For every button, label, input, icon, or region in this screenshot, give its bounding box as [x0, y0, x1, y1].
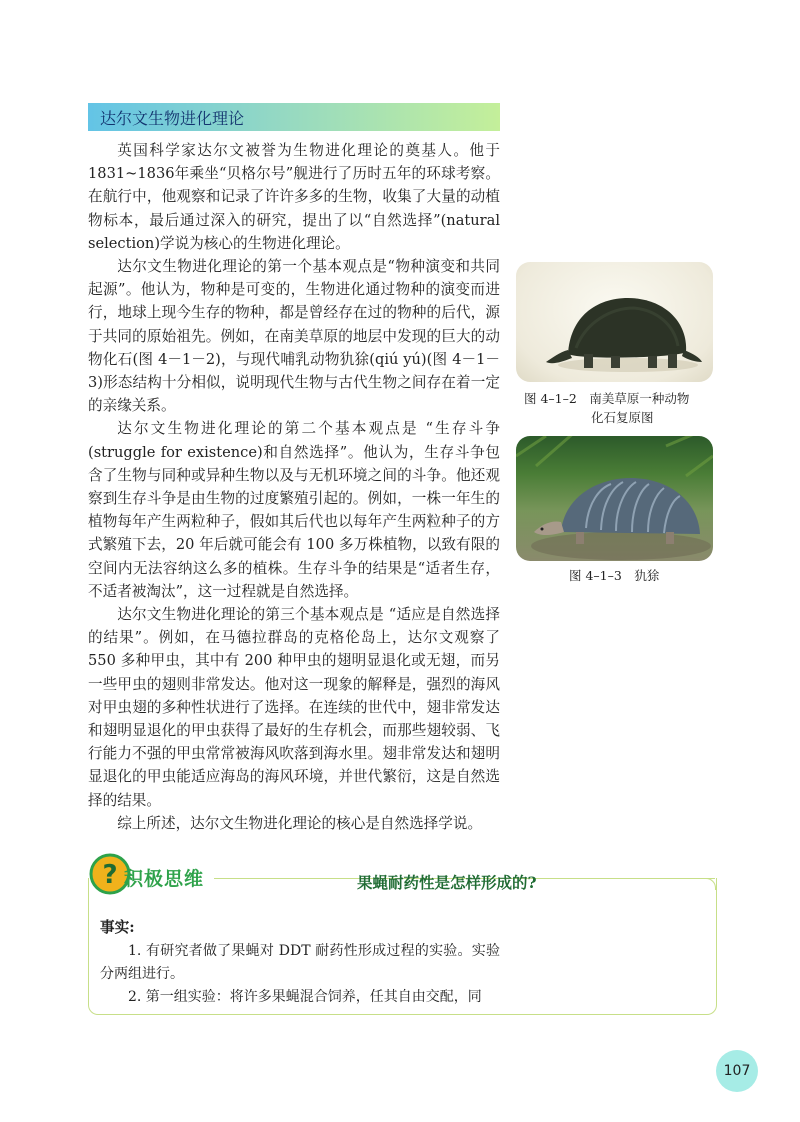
armadillo-illustration — [516, 436, 713, 561]
paragraph-intro: 英国科学家达尔文被誉为生物进化理论的奠基人。他于1831~1836年乘坐“贝格尔号”舰进行了历时五年的环球考察。在航行中，他观察和记录了许许多多的生物，收集了大量的动植物标本，最后通过深入的研究，提出了以“自然选择”(natural selection)学说为核心的生物进化理论。 — [88, 142, 500, 252]
armadillo-photo — [516, 436, 713, 561]
paragraph-summary: 综上所述，达尔文生物进化理论的核心是自然选择学说。 — [117, 814, 483, 832]
figure-4-1-2-caption: 图 4–1–2 南美草原一种动物 化石复原图 — [524, 391, 690, 425]
section-title: 达尔文生物进化理论 — [100, 109, 245, 128]
facts-list — [100, 940, 500, 1009]
fact-item: 1. 有研究者做了果蝇对 DDT 耐药性形成过程的实验。实验分两组进行。 — [100, 943, 500, 982]
thinking-box-question: 果蝇耐药性是怎样形成的? — [357, 873, 537, 892]
paragraph-viewpoint-2: 达尔文生物进化理论的第二个基本观点是 “生存斗争(struggle for existence)和自然选择”。他认为，生存斗争包含了生物与同种或异种生物以及与无机环境之间的斗争。他还观察到生存斗争是由生物的过度繁殖引起的。例如，一株一年生的植物每年产生两粒种子，假如其后代也以每年产生两粒种子的方式繁殖下去，20 年后就可能会有 100 多万株植物，以致有限的空间内无法容纳这么多的植株。生存斗争的结果是“适者生存，不适者被淘汰”，这一过程就是自然选择。 — [88, 420, 500, 600]
fossil-animal-illustration — [516, 262, 713, 382]
paragraph-viewpoint-3: 达尔文生物进化理论的第三个基本观点是 “适应是自然选择的结果”。例如，在马德拉群岛的克格伦岛上，达尔文观察了 550 多种甲虫，其中有 200 种甲虫的翅明显退化或无翅，而另一些甲虫的翅则非常发达。他对这一现象的解释是，强烈的海风对甲虫翅的多种性状进行了选择。在连续的世代中，翅非常发达和翅明显退化的甲虫获得了最好的生存机会，而那些翅较弱、飞行能力不强的甲虫常常被海风吹落到海水里。翅非常发达和翅明显退化的甲虫能适应海岛的海风环境，并世代繁衍，这是自然选择的结果。 — [88, 606, 500, 809]
section-header — [88, 103, 500, 131]
fossil-reconstruction-figure — [516, 262, 713, 382]
svg-text:?: ? — [102, 860, 118, 890]
thinking-box-badge: 积极思维 — [124, 868, 205, 890]
figure-4-1-3-caption: 图 4–1–3 犰狳 — [569, 568, 660, 583]
fact-item: 2. 第一组实验：将许多果蝇混合饲养，任其自由交配，同 — [128, 989, 482, 1005]
facts-label: 事实: — [100, 919, 135, 936]
paragraph-viewpoint-1: 达尔文生物进化理论的第一个基本观点是“物种演变和共同起源”。他认为，物种是可变的，生物进化通过物种的演变而进行，地球上现今生存的物种，都是曾经存在过的物种的后代，源于共同的原始祖先。例如，在南美草原的地层中发现的巨大的动物化石(图 4－1－2)，与现代哺乳动物犰狳(qiú yú)(图 4－1－3)形态结构十分相似，说明现代生物与古代生物之间存在着一定的亲缘关系。 — [88, 258, 500, 415]
page-number: 107 — [716, 1050, 758, 1092]
main-text — [88, 139, 500, 835]
